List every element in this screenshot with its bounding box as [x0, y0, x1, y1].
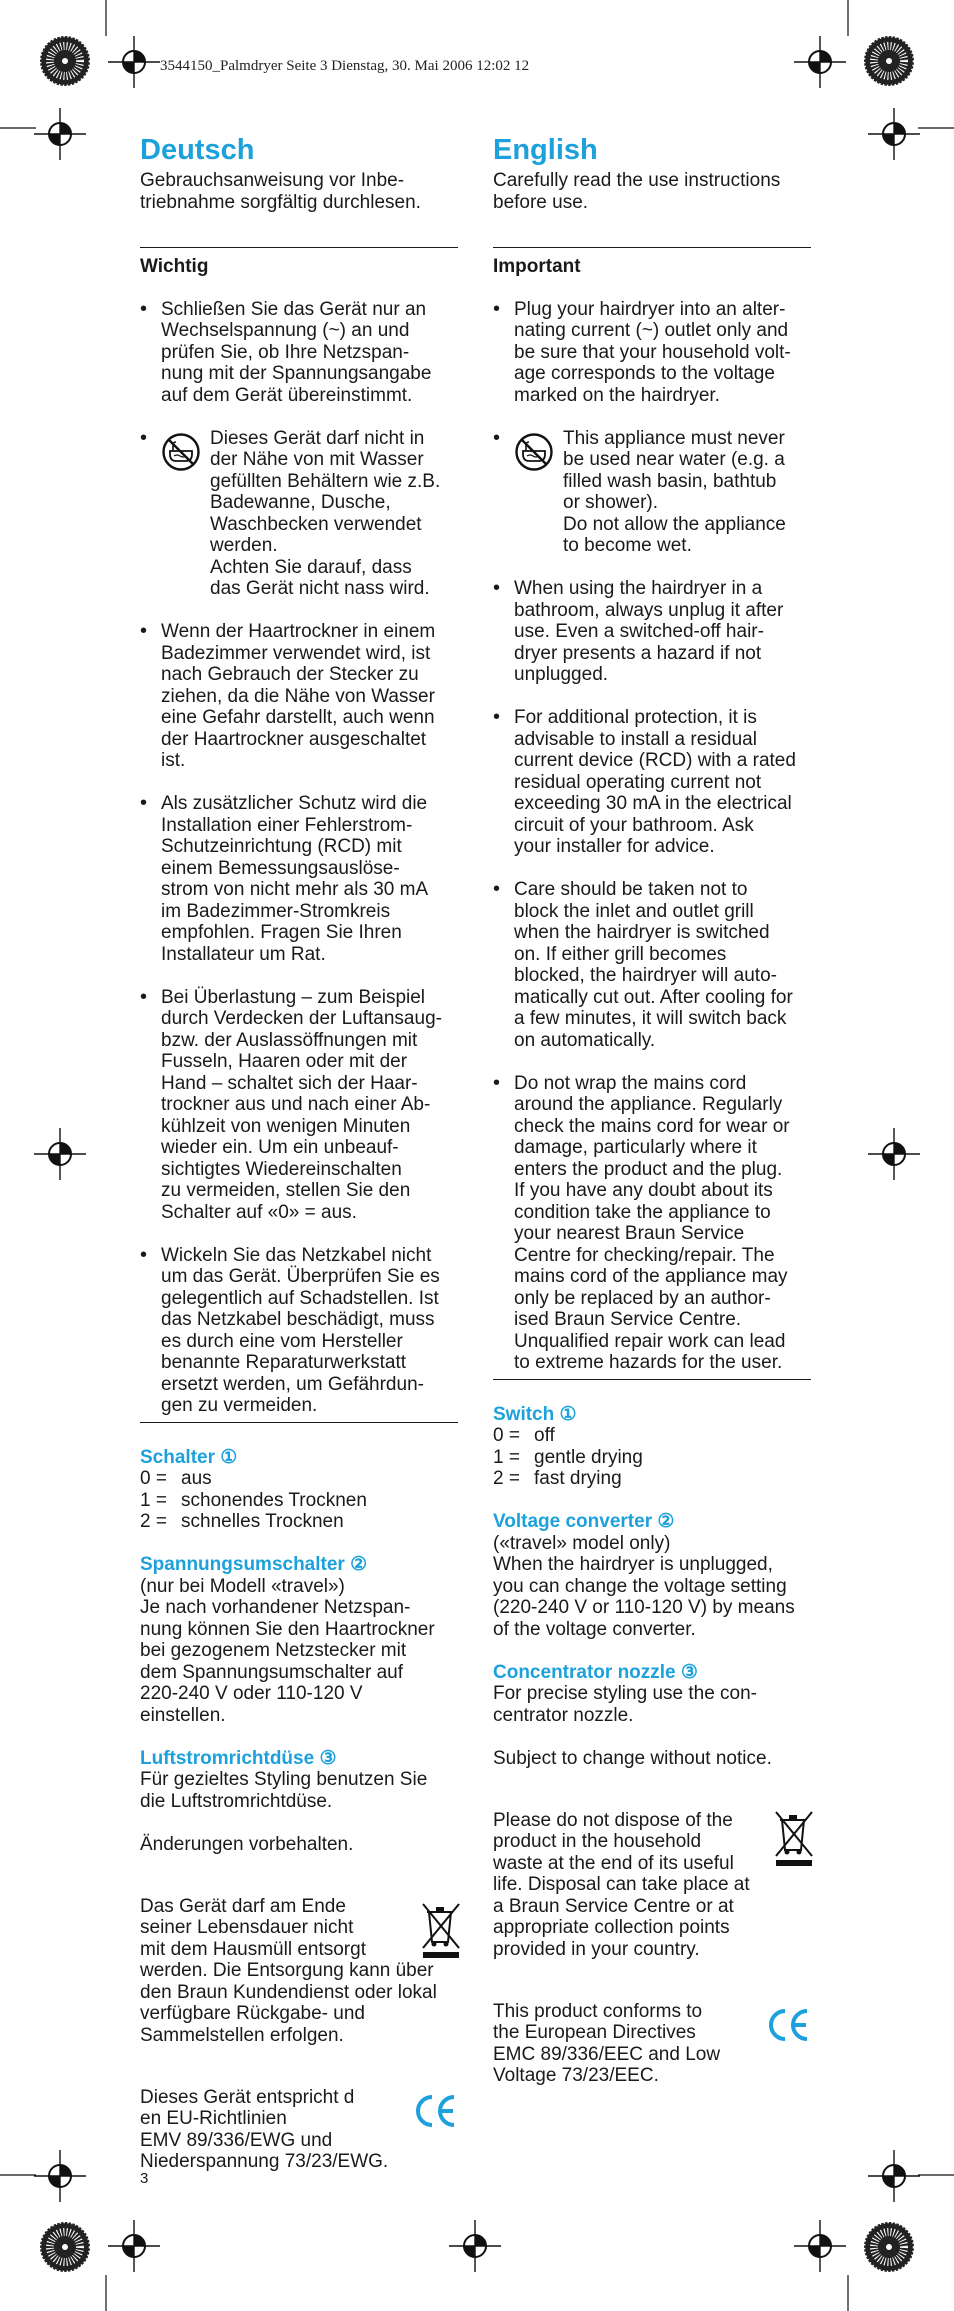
text-line: advisable to install a residual [514, 728, 757, 750]
text-line: triebnahme sorgfältig durchlesen. [140, 191, 421, 213]
text-line: nating current (~) outlet only and [514, 320, 789, 341]
voltage-section [493, 1511, 811, 1640]
voltage-heading: Voltage converter ② [493, 1511, 675, 1532]
text-line: a Braun Service Centre or at [493, 1895, 734, 1917]
text-line: den Braun Kundendienst oder lokal [140, 1981, 437, 2003]
text-line: Wechselspannung (~) an und [161, 320, 410, 341]
list-item [140, 621, 458, 772]
text-line: before use. [493, 191, 589, 213]
disposal-section [493, 1810, 811, 1961]
text-line: en EU-Richtlinien [140, 2108, 287, 2129]
important-heading: Important [493, 256, 581, 277]
list-item [493, 707, 811, 858]
text-line: waste at the end of its useful [493, 1852, 734, 1874]
text-line: Badewanne, Dusche, [210, 492, 391, 513]
text-line: to become wet. [563, 535, 692, 556]
text-line: bathroom, always unplug it after [514, 599, 784, 621]
text-line: trockner aus und nach einer Ab- [161, 1094, 431, 1115]
ce-mark-icon [412, 2093, 458, 2129]
crosshair-icon [790, 32, 850, 92]
text-line: a few minutes, it will switch back [514, 1008, 787, 1029]
text-line: werden. Die Entsorgung kann über [140, 1960, 434, 1981]
list-item [140, 793, 458, 965]
switch-row: 0 = off [493, 1425, 555, 1446]
text-line: only be replaced by an author- [514, 1287, 771, 1309]
text-line: Gebrauchsanweisung vor Inbe- [140, 170, 405, 191]
text-line: Plug your hairdryer into an alter- [514, 298, 786, 320]
change-notice: Änderungen vorbehalten. [140, 1833, 354, 1855]
text-line: product in the household [493, 1831, 702, 1852]
text-line: circuit of your bathroom. Ask [514, 814, 754, 836]
divider [493, 247, 811, 248]
text-line: marked on the hairdryer. [514, 384, 720, 406]
text-line: on. If either grill becomes [514, 943, 727, 965]
text-line: bzw. der Auslassöffnungen mit [161, 1029, 418, 1051]
text-line: Unqualified repair work can lead [514, 1330, 786, 1352]
text-line: unplugged. [514, 664, 609, 685]
text-line: Do not allow the appliance [563, 513, 786, 535]
text-line: mit dem Hausmüll entsorgt [140, 1938, 366, 1960]
text-line: block the inlet and outlet grill [514, 900, 754, 922]
text-line: Waschbecken verwendet [210, 513, 422, 535]
text-line: blocked, the hairdryer will auto- [514, 965, 777, 986]
text-line: Je nach vorhandener Netzspan- [140, 1597, 411, 1618]
text-line: around the appliance. Regularly [514, 1094, 783, 1115]
text-line: Badezimmer verwendet wird, ist [161, 642, 431, 664]
text-line: mains cord of the appliance may [514, 1266, 788, 1287]
text-line: This appliance must never [563, 427, 785, 449]
text-line: Centre for checking/repair. The [514, 1244, 775, 1266]
text-line: Als zusätzlicher Schutz wird die [161, 793, 428, 814]
language-title: Deutsch [140, 134, 255, 166]
crosshair-icon [445, 2216, 505, 2276]
crossed-out-wheelie-bin-icon [420, 1900, 462, 1962]
crosshair-icon [864, 104, 924, 164]
list-item [493, 1073, 811, 1374]
text-line: check the mains cord for wear or [514, 1115, 790, 1137]
print-rosette-icon [38, 34, 92, 88]
text-line: Carefully read the use instructions [493, 170, 781, 191]
page-number: 3 [140, 2170, 149, 2187]
list-item [493, 879, 811, 1051]
text-line: gelegentlich auf Schadstellen. Ist [161, 1287, 439, 1309]
text-line: das Netzkabel beschädigt, muss [161, 1309, 435, 1330]
text-line: ersetzt werden, um Gefährdun- [161, 1373, 424, 1395]
voltage-section [140, 1554, 458, 1726]
text-line: centrator nozzle. [493, 1704, 634, 1726]
text-line: dryer presents a hazard if not [514, 642, 762, 664]
text-line: Hand – schaltet sich der Haar- [161, 1072, 418, 1094]
text-line: Fusseln, Haaren oder mit der [161, 1051, 408, 1072]
text-line: Schalter auf «0» = aus. [161, 1201, 357, 1223]
divider [140, 247, 458, 248]
text-line: EMC 89/336/EEC and Low [493, 2043, 721, 2065]
crosshair-icon [30, 1124, 90, 1184]
conformity-section [493, 2001, 811, 2087]
safety-list [493, 299, 811, 1374]
voltage-heading: Spannungsumschalter ② [140, 1554, 368, 1575]
text-line: When using the hairdryer in a [514, 578, 763, 599]
text-line: auf dem Gerät übereinstimmt. [161, 384, 413, 406]
list-item [140, 299, 458, 407]
text-line: be sure that your household volt- [514, 341, 791, 363]
text-line: residual operating current not [514, 771, 762, 793]
text-line: seiner Lebensdauer nicht [140, 1917, 354, 1938]
text-line: durch Verdecken der Luftansaug- [161, 1008, 442, 1029]
text-line: benannte Reparaturwerkstatt [161, 1352, 407, 1373]
text-line: appropriate collection points [493, 1917, 730, 1938]
text-line: your nearest Braun Service [514, 1223, 745, 1244]
text-line: Dieses Gerät entspricht d [140, 2086, 355, 2108]
crosshair-icon [30, 2146, 90, 2206]
text-line: life. Disposal can take place at [493, 1874, 750, 1895]
nozzle-section [140, 1748, 458, 1813]
change-notice: Subject to change without notice. [493, 1747, 772, 1769]
list-item [140, 987, 458, 1224]
text-line: Sammelstellen erfolgen. [140, 2024, 344, 2046]
text-line: strom von nicht mehr als 30 mA [161, 879, 429, 900]
text-line: For precise styling use the con- [493, 1683, 758, 1704]
text-line: ist. [161, 750, 186, 771]
text-line: matically cut out. After cooling for [514, 986, 793, 1008]
text-line: die Luftstromrichtdüse. [140, 1790, 333, 1812]
print-rosette-icon [862, 34, 916, 88]
text-line: Niederspannung 73/23/EWG. [140, 2151, 389, 2172]
text-line: bei gezogenem Netzstecker mit [140, 1640, 407, 1661]
text-line: empfohlen. Fragen Sie Ihren [161, 922, 402, 943]
crosshair-icon [864, 2146, 924, 2206]
list-item [493, 299, 811, 407]
text-line: Bei Überlastung – zum Beispiel [161, 986, 426, 1008]
text-line: be used near water (e.g. a [563, 449, 785, 470]
text-line: ziehen, da die Nähe von Wasser [161, 685, 435, 707]
text-line: wieder ein. Um ein unbeauf- [161, 1137, 399, 1158]
text-line: Wickeln Sie das Netzkabel nicht [161, 1244, 432, 1266]
text-line: Installation einer Fehlerstrom- [161, 814, 413, 836]
text-line: Dieses Gerät darf nicht in [210, 427, 425, 449]
text-line: current device (RCD) with a rated [514, 750, 796, 771]
text-line: EMV 89/336/EWG und [140, 2129, 333, 2151]
no-water-bathtub-icon [514, 432, 554, 472]
ce-mark-icon [765, 2007, 811, 2043]
list-item [140, 428, 458, 600]
list-item [140, 1245, 458, 1417]
text-line: 220-240 V oder 110-120 V [140, 1683, 363, 1704]
switch-heading: Schalter ① [140, 1446, 238, 1468]
text-line: der Nähe von mit Wasser [210, 449, 424, 470]
text-line: condition take the appliance to [514, 1201, 771, 1223]
text-line: gen zu vermeiden. [161, 1395, 318, 1416]
nozzle-section [493, 1662, 811, 1727]
text-line: (220-240 V or 110-120 V) by means [493, 1597, 795, 1618]
text-line: eine Gefahr darstellt, auch wenn [161, 707, 435, 728]
print-rosette-icon [38, 2220, 92, 2274]
text-line: when the hairdryer is switched [514, 922, 770, 943]
text-line: nach Gebrauch der Stecker zu [161, 664, 419, 685]
intro-text [493, 170, 811, 213]
text-line: Für gezieltes Styling benutzen Sie [140, 1769, 428, 1790]
text-line: For additional protection, it is [514, 707, 757, 728]
text-line: im Badezimmer-Stromkreis [161, 900, 391, 922]
text-line: provided in your country. [493, 1938, 700, 1960]
text-line: verfügbare Rückgabe- und [140, 2003, 365, 2024]
text-line: Care should be taken not to [514, 879, 748, 900]
text-line: das Gerät nicht nass wird. [210, 578, 430, 599]
text-line: on automatically. [514, 1029, 656, 1051]
text-line: use. Even a switched-off hair- [514, 621, 764, 642]
print-slug: 3544150_Palmdryer Seite 3 Dienstag, 30. Mai 2006 12:02 12 [160, 58, 530, 74]
column-deutsch [140, 134, 458, 2173]
crosshair-icon [790, 2216, 850, 2276]
text-line: Schließen Sie das Gerät nur an [161, 298, 427, 320]
intro-text [140, 170, 458, 213]
conformity-section [140, 2087, 458, 2173]
text-line: Achten Sie darauf, dass [210, 556, 412, 578]
text-line: nung können Sie den Haartrockner [140, 1618, 435, 1640]
list-item [493, 428, 811, 557]
crosshair-icon [104, 32, 164, 92]
switch-heading: Switch ① [493, 1403, 577, 1425]
list-item [493, 578, 811, 686]
crosshair-icon [30, 104, 90, 164]
text-line: damage, particularly where it [514, 1137, 757, 1158]
switch-row: 2 = fast drying [493, 1468, 622, 1489]
text-line: of the voltage converter. [493, 1618, 696, 1640]
text-line: einstellen. [140, 1704, 226, 1726]
text-line: to extreme hazards for the user. [514, 1352, 783, 1373]
text-line: dem Spannungsumschalter auf [140, 1661, 403, 1683]
no-water-bathtub-icon [161, 432, 201, 472]
text-line: Das Gerät darf am Ende [140, 1895, 346, 1917]
text-line: zu vermeiden, stellen Sie den [161, 1180, 411, 1201]
text-line: werden. [210, 535, 278, 556]
disposal-section [140, 1896, 458, 2047]
text-line: nung mit der Spannungsangabe [161, 363, 432, 384]
text-line: Schutzeinrichtung (RCD) mit [161, 836, 402, 857]
switch-row: 1 = gentle drying [493, 1446, 643, 1468]
text-line: Voltage 73/23/EEC. [493, 2065, 659, 2086]
text-line: ised Braun Service Centre. [514, 1309, 742, 1330]
switch-section [493, 1404, 811, 1490]
nozzle-heading: Concentrator nozzle ③ [493, 1661, 698, 1683]
crossed-out-wheelie-bin-icon [773, 1808, 815, 1870]
text-line: enters the product and the plug. [514, 1158, 783, 1180]
switch-row: 2 = schnelles Trocknen [140, 1511, 344, 1532]
text-line: age corresponds to the voltage [514, 363, 775, 384]
text-line: Wenn der Haartrockner in einem [161, 621, 436, 642]
crosshair-icon [864, 1124, 924, 1184]
nozzle-heading: Luftstromrichtdüse ③ [140, 1747, 337, 1769]
safety-list [140, 299, 458, 1417]
text-line: («travel» model only) [493, 1532, 671, 1554]
text-line: exceeding 30 mA in the electrical [514, 793, 792, 814]
text-line: the European Directives [493, 2022, 696, 2043]
switch-row: 0 = aus [140, 1468, 212, 1489]
switch-row: 1 = schonendes Trocknen [140, 1489, 367, 1511]
text-line: This product conforms to [493, 2000, 703, 2022]
text-line: (nur bei Modell «travel») [140, 1575, 345, 1597]
text-line: Please do not dispose of the [493, 1809, 733, 1831]
text-line: gefüllten Behältern wie z.B. [210, 470, 441, 492]
text-line: Do not wrap the mains cord [514, 1072, 747, 1094]
text-line: kühlzeit von wenigen Minuten [161, 1115, 411, 1137]
text-line: einem Bemessungsauslöse- [161, 857, 400, 879]
text-line: um das Gerät. Überprüfen Sie es [161, 1266, 440, 1287]
text-line: es durch eine vom Hersteller [161, 1330, 403, 1352]
text-line: When the hairdryer is unplugged, [493, 1554, 773, 1575]
text-line: sichtigtes Wiedereinschalten [161, 1158, 402, 1180]
column-english [493, 134, 811, 2087]
text-line: Installateur um Rat. [161, 943, 326, 965]
text-line: you can change the voltage setting [493, 1575, 787, 1597]
text-line: your installer for advice. [514, 836, 715, 857]
text-line: filled wash basin, bathtub [563, 470, 777, 492]
language-title: English [493, 134, 598, 166]
text-line: or shower). [563, 492, 659, 513]
important-heading: Wichtig [140, 256, 209, 277]
text-line: If you have any doubt about its [514, 1180, 773, 1201]
crosshair-icon [104, 2216, 164, 2276]
text-line: prüfen Sie, ob Ihre Netzspan- [161, 341, 410, 363]
print-rosette-icon [862, 2220, 916, 2274]
text-line: der Haartrockner ausgeschaltet [161, 728, 427, 750]
switch-section [140, 1447, 458, 1533]
